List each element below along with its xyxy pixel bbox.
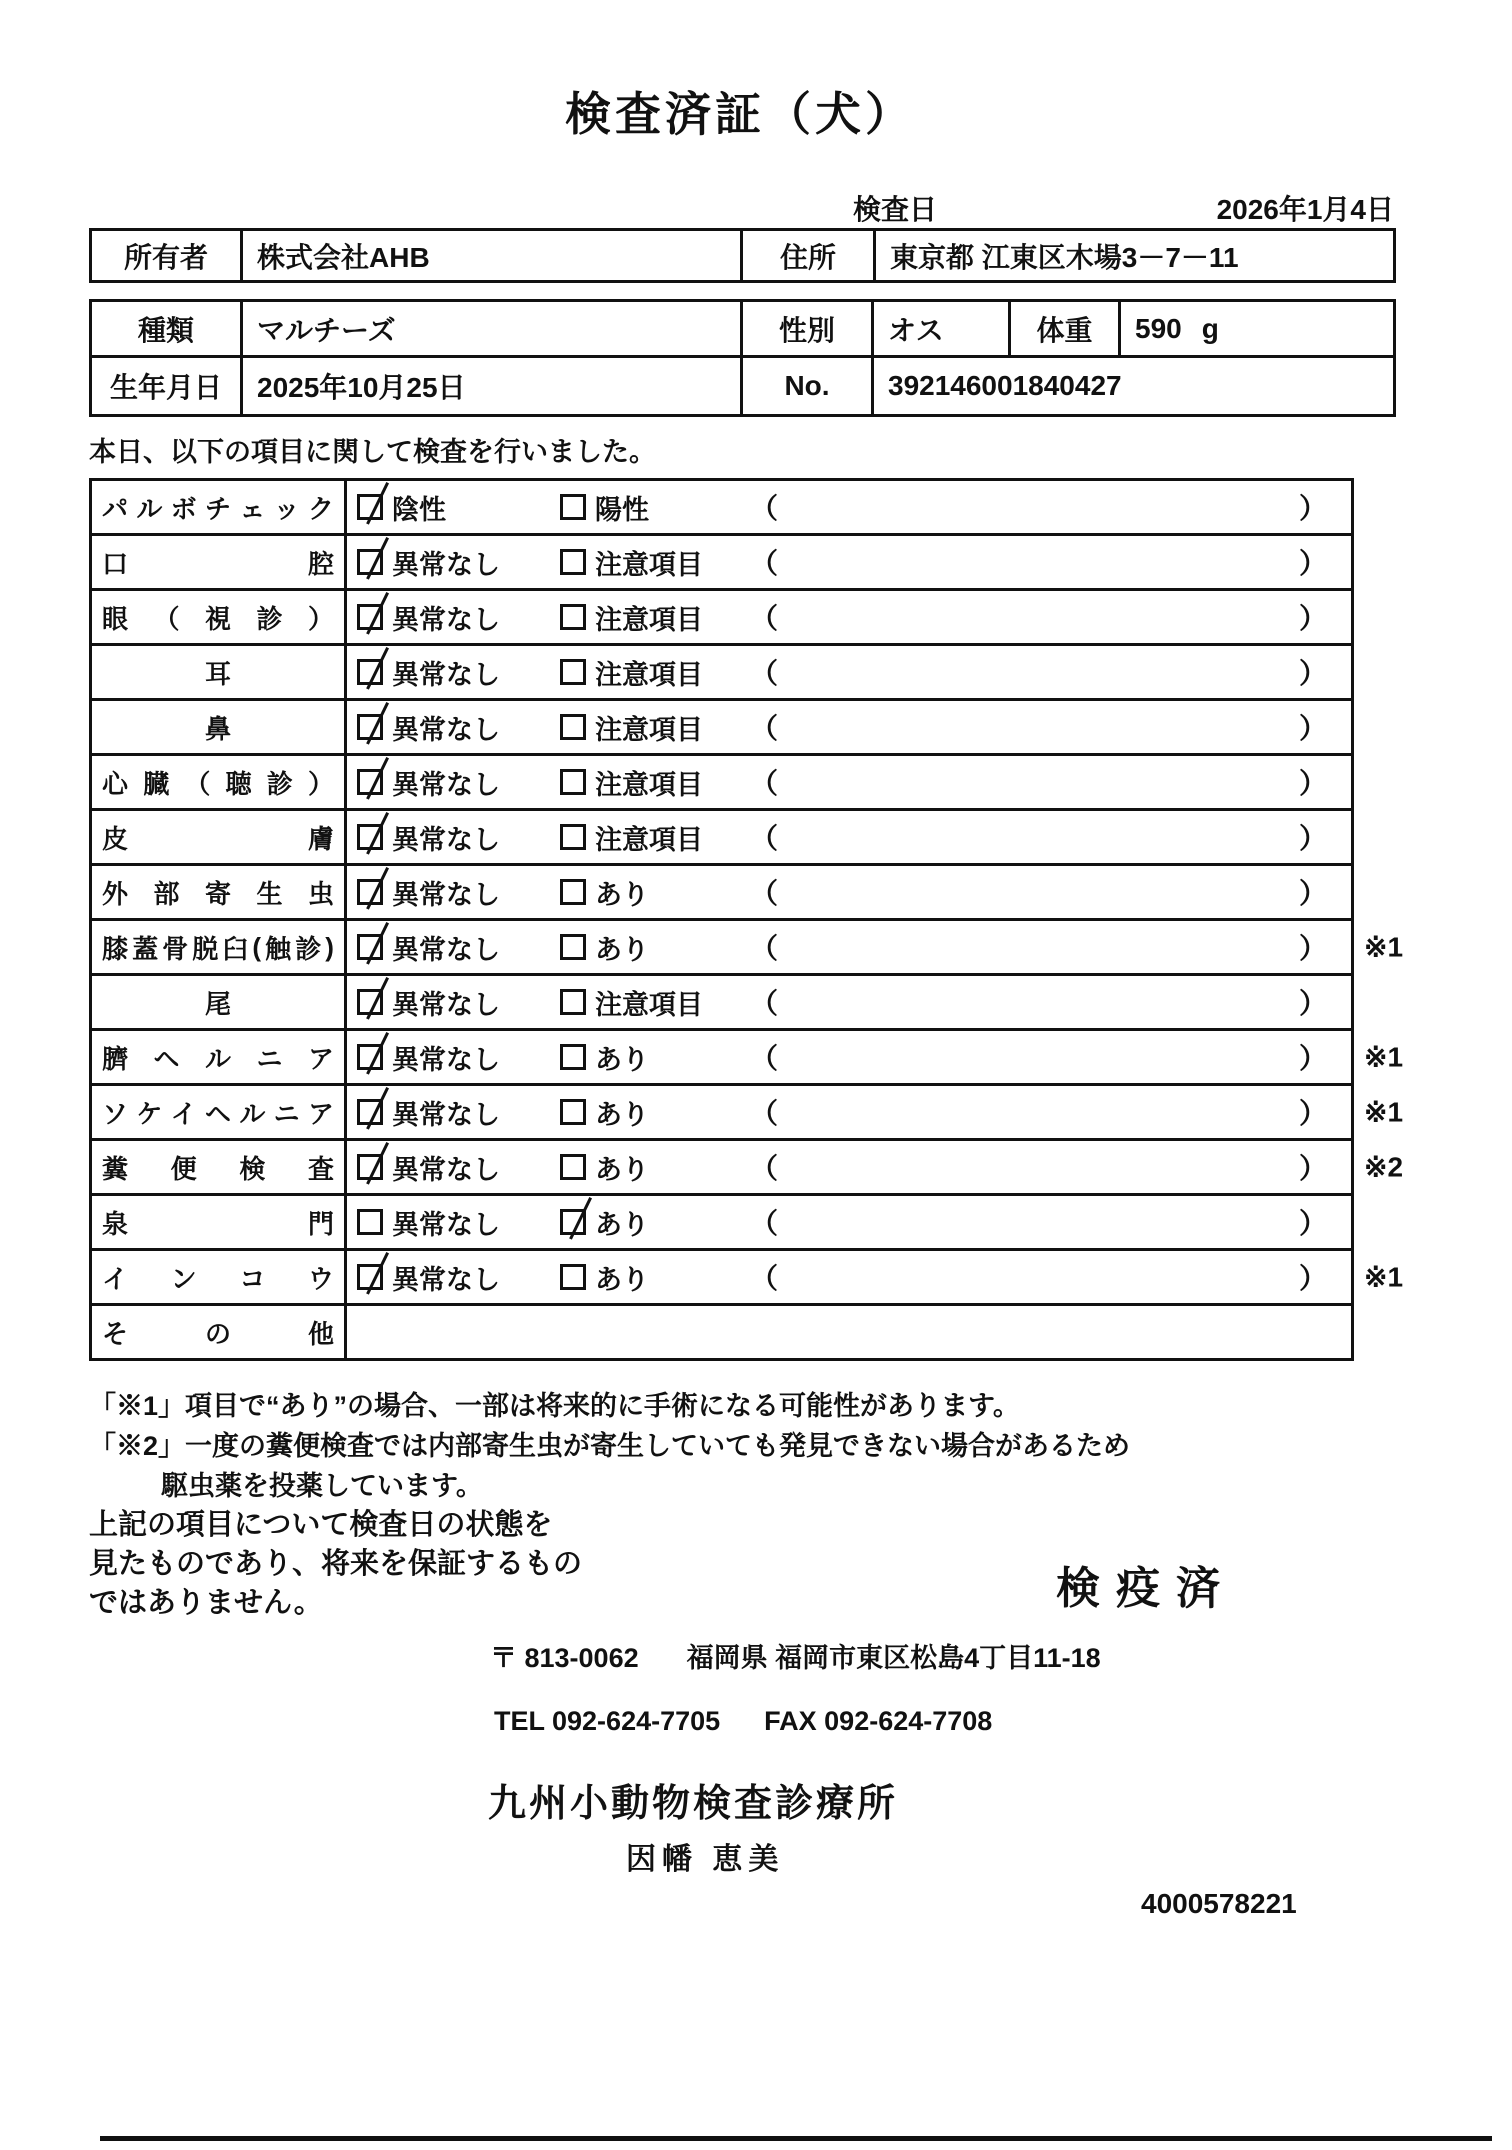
paren-open: （ (750, 768, 779, 799)
row-footnote-mark: ※1 (1364, 1096, 1404, 1128)
inspection-item-name: 糞 便 検 査 (92, 1141, 347, 1193)
checkbox-label: 陽性 (595, 494, 649, 525)
remarks-parentheses (750, 1196, 1351, 1248)
checkbox-unchecked[interactable] (560, 1044, 586, 1070)
checkbox-label: 異常なし (392, 1209, 500, 1240)
checkbox-checked[interactable] (357, 879, 383, 905)
owner-table (89, 228, 1396, 283)
checkbox-checked[interactable] (357, 1264, 383, 1290)
row-footnote-mark: ※2 (1364, 1151, 1404, 1183)
inspection-item-name: 皮 膚 (92, 811, 347, 863)
paren-close: ） (1298, 1043, 1327, 1074)
inspection-option-1 (347, 928, 550, 967)
examiner-name: 因幡 恵美 (626, 1843, 785, 1876)
inspection-option-1 (347, 488, 550, 527)
checkbox-checked[interactable] (357, 989, 383, 1015)
inspection-row (92, 1141, 1404, 1196)
inspection-option-1 (347, 1148, 550, 1187)
checkbox-label: 異常なし (392, 1154, 500, 1185)
checkbox-checked[interactable] (560, 1209, 586, 1235)
paren-close: ） (1298, 768, 1327, 799)
owner-value: 株式会社AHB (243, 231, 743, 280)
scan-edge-line (100, 2136, 1492, 2141)
checkbox-label: 注意項目 (595, 604, 703, 635)
inspection-item-name: 膝 蓋 骨 脱 臼 ( 触 診 ) (92, 921, 347, 973)
inspection-row-options (347, 976, 1351, 1028)
inspection-row-options (347, 701, 1351, 753)
inspection-row (92, 591, 1351, 646)
inspection-row-options (347, 481, 1351, 533)
inspection-row (92, 1196, 1351, 1251)
checkbox-checked[interactable] (357, 1099, 383, 1125)
paren-open: （ (750, 548, 779, 579)
inspection-item-name: パ ル ボ チ ェ ッ ク (92, 481, 347, 533)
inspection-option-1 (347, 653, 550, 692)
inspection-row (92, 646, 1351, 701)
animal-table (89, 299, 1396, 417)
checkbox-unchecked[interactable] (560, 879, 586, 905)
remarks-parentheses (750, 1031, 1351, 1083)
inspection-item-name: 心 臓 （ 聴 診 ） (92, 756, 347, 808)
inspection-row-options (347, 1251, 1351, 1303)
inspection-row (92, 536, 1351, 591)
inspection-option-1 (347, 763, 550, 802)
owner-label: 所有者 (92, 231, 243, 280)
disclaimer-line-1: 上記の項目について検査日の状態を (89, 1509, 553, 1541)
inspection-row-options (347, 591, 1351, 643)
paren-open: （ (750, 1098, 779, 1129)
remarks-parentheses (750, 866, 1351, 918)
checkbox-checked[interactable] (357, 1044, 383, 1070)
inspection-option-1 (347, 1093, 550, 1132)
paren-open: （ (750, 878, 779, 909)
clinic-name: 九州小動物検査診療所 (488, 1783, 899, 1825)
inspection-option-1 (347, 1258, 550, 1297)
address-value: 東京都 江東区木場3－7－11 (890, 241, 1239, 273)
inspection-item-name: ソ ケ イ ヘ ル ニ ア (92, 1086, 347, 1138)
checkbox-label: 異常なし (392, 769, 500, 800)
paren-open: （ (750, 988, 779, 1019)
inspection-row-options (347, 756, 1351, 808)
inspection-row-options (347, 536, 1351, 588)
inspection-date-value: 2026年1月4日 (1216, 194, 1394, 225)
postal-code: 〒 813-0062 (490, 1643, 639, 1673)
inspection-row (92, 1031, 1404, 1086)
paren-close: ） (1298, 658, 1327, 689)
paren-close: ） (1298, 933, 1327, 964)
remarks-parentheses (750, 1141, 1351, 1193)
inspection-option-1 (347, 708, 550, 747)
inspection-option-2 (550, 1203, 750, 1242)
inspection-option-2 (550, 1258, 750, 1297)
inspection-row-options (347, 866, 1351, 918)
checkbox-unchecked[interactable] (560, 1099, 586, 1125)
inspection-option-2 (550, 1148, 750, 1187)
checkbox-label: あり (595, 1099, 649, 1130)
inspection-row-options (347, 1031, 1351, 1083)
inspection-row-options (347, 1086, 1351, 1138)
inspection-row (92, 701, 1351, 756)
inspection-table (89, 478, 1404, 1361)
checkbox-unchecked[interactable] (357, 1209, 383, 1235)
checkbox-label: 異常なし (392, 1044, 500, 1075)
inspection-row (92, 866, 1351, 921)
paren-open: （ (750, 1153, 779, 1184)
paren-open: （ (750, 933, 779, 964)
inspection-row (92, 811, 1351, 866)
checkbox-unchecked[interactable] (560, 714, 586, 740)
birthdate-value: 2025年10月25日 (243, 358, 743, 414)
paren-close: ） (1298, 1098, 1327, 1129)
inspection-option-2 (550, 488, 750, 527)
inspection-option-2 (550, 983, 750, 1022)
remarks-parentheses (750, 811, 1351, 863)
serial-number: 4000578221 (1141, 1888, 1297, 1919)
remarks-parentheses (750, 1086, 1351, 1138)
paren-close: ） (1298, 1263, 1327, 1294)
checkbox-unchecked[interactable] (560, 824, 586, 850)
address-label: 住所 (743, 231, 876, 280)
quarantine-stamp: 検疫済 (1056, 1564, 1236, 1613)
checkbox-unchecked[interactable] (560, 1154, 586, 1180)
footnote-1: 「※1」項目で“あり”の場合、一部は将来的に手術になる可能性があります。 (89, 1391, 1020, 1421)
disclaimer-line-3: ではありません。 (89, 1587, 323, 1619)
inspection-option-1 (347, 598, 550, 637)
weight-value: 590 (1135, 312, 1182, 344)
inspection-row-options (347, 646, 1351, 698)
sex-value: オス (874, 302, 1011, 355)
checkbox-label: 異常なし (392, 879, 500, 910)
clinic-postal-line (490, 1636, 1101, 1675)
checkbox-unchecked[interactable] (560, 549, 586, 575)
inspection-row (92, 481, 1351, 536)
certificate-no-label: No. (743, 358, 874, 414)
inspection-row (92, 1251, 1404, 1306)
remarks-parentheses (750, 1251, 1351, 1303)
checkbox-unchecked[interactable] (560, 989, 586, 1015)
checkbox-label: 異常なし (392, 604, 500, 635)
inspection-option-2 (550, 1038, 750, 1077)
checkbox-checked[interactable] (357, 934, 383, 960)
inspection-date-label: 検査日 (853, 194, 938, 225)
remarks-parentheses (750, 921, 1351, 973)
checkbox-unchecked[interactable] (560, 1264, 586, 1290)
remarks-parentheses (750, 536, 1351, 588)
footnotes (89, 1386, 1130, 1506)
checkbox-label: あり (595, 1044, 649, 1075)
checkbox-checked[interactable] (357, 769, 383, 795)
inspection-item-name: 眼 （ 視 診 ） (92, 591, 347, 643)
disclaimer-line-2: 見たものであり、将来を保証するもの (89, 1548, 583, 1580)
paren-open: （ (750, 1208, 779, 1239)
inspection-row-options (347, 1141, 1351, 1193)
clinic-tel: TEL 092-624-7705 (494, 1706, 721, 1736)
inspection-option-1 (347, 1203, 550, 1242)
inspection-option-2 (550, 543, 750, 582)
checkbox-checked[interactable] (357, 714, 383, 740)
empty-cell (347, 1306, 1351, 1358)
inspection-option-1 (347, 818, 550, 857)
inspection-row (92, 976, 1351, 1031)
inspection-option-2 (550, 653, 750, 692)
checkbox-label: 注意項目 (595, 824, 703, 855)
checkbox-label: 注意項目 (595, 549, 703, 580)
inspection-option-2 (550, 708, 750, 747)
clinic-phone-line (494, 1706, 992, 1737)
page-title: 検査済証（犬） (565, 88, 915, 140)
paren-open: （ (750, 1263, 779, 1294)
inspection-row-options (347, 921, 1351, 973)
checkbox-checked[interactable] (357, 494, 383, 520)
inspection-item-name: 耳 (92, 646, 347, 698)
checkbox-label: 注意項目 (595, 659, 703, 690)
checkbox-checked[interactable] (357, 549, 383, 575)
inspection-option-2 (550, 818, 750, 857)
inspection-row (92, 756, 1351, 811)
clinic-address: 福岡県 福岡市東区松島4丁目11-18 (686, 1643, 1101, 1673)
checkbox-checked[interactable] (357, 1154, 383, 1180)
row-footnote-mark: ※1 (1364, 931, 1404, 963)
checkbox-label: 異常なし (392, 1099, 500, 1130)
checkbox-label: あり (595, 1154, 649, 1185)
paren-open: （ (750, 1043, 779, 1074)
inspection-item-name: 尾 (92, 976, 347, 1028)
checkbox-unchecked[interactable] (560, 769, 586, 795)
footnote-2: 「※2」一度の糞便検査では内部寄生虫が寄生していても発見できない場合があるため (89, 1431, 1131, 1461)
checkbox-label: あり (595, 1264, 649, 1295)
remarks-parentheses (750, 976, 1351, 1028)
paren-open: （ (750, 603, 779, 634)
paren-close: ） (1298, 823, 1327, 854)
paren-open: （ (750, 713, 779, 744)
paren-close: ） (1298, 1208, 1327, 1239)
checkbox-label: あり (595, 1209, 649, 1240)
paren-close: ） (1298, 493, 1327, 524)
inspection-item-name: 泉 門 (92, 1196, 347, 1248)
inspection-option-2 (550, 873, 750, 912)
paren-close: ） (1298, 1153, 1327, 1184)
inspection-row (92, 1306, 1351, 1358)
paren-close: ） (1298, 548, 1327, 579)
paren-open: （ (750, 658, 779, 689)
checkbox-label: 異常なし (392, 549, 500, 580)
remarks-parentheses (750, 701, 1351, 753)
inspection-option-1 (347, 1038, 550, 1077)
remarks-parentheses (750, 646, 1351, 698)
checkbox-checked[interactable] (357, 659, 383, 685)
inspection-option-2 (550, 763, 750, 802)
checkbox-label: 注意項目 (595, 989, 703, 1020)
inspection-item-name: 臍 ヘ ル ニ ア (92, 1031, 347, 1083)
inspection-item-name: そ の 他 (92, 1306, 347, 1358)
checkbox-checked[interactable] (357, 824, 383, 850)
inspection-item-name: イ ン コ ウ (92, 1251, 347, 1303)
checkbox-label: あり (595, 934, 649, 965)
inspection-option-1 (347, 543, 550, 582)
inspection-option-1 (347, 873, 550, 912)
inspection-row-options (347, 1196, 1351, 1248)
certificate-no-value: 392146001840427 (888, 370, 1122, 401)
checkbox-label: 注意項目 (595, 769, 703, 800)
paren-close: ） (1298, 603, 1327, 634)
checkbox-unchecked[interactable] (560, 494, 586, 520)
breed-label: 種類 (92, 302, 243, 355)
birthdate-label: 生年月日 (92, 358, 243, 414)
inspection-option-2 (550, 598, 750, 637)
weight-value-cell (1121, 302, 1393, 355)
checkbox-label: 異常なし (392, 714, 500, 745)
inspection-row-options (347, 811, 1351, 863)
clinic-fax: FAX 092-624-7708 (764, 1706, 993, 1736)
checkbox-unchecked[interactable] (560, 604, 586, 630)
inspection-item-name: 鼻 (92, 701, 347, 753)
checkbox-label: 陰性 (392, 494, 446, 525)
row-footnote-mark: ※1 (1364, 1041, 1404, 1073)
intro-sentence: 本日、以下の項目に関して検査を行いました。 (89, 437, 656, 467)
remarks-parentheses (750, 756, 1351, 808)
checkbox-label: 異常なし (392, 934, 500, 965)
paren-close: ） (1298, 988, 1327, 1019)
checkbox-unchecked[interactable] (560, 934, 586, 960)
breed-value: マルチーズ (243, 302, 743, 355)
inspection-item-name: 外 部 寄 生 虫 (92, 866, 347, 918)
weight-unit: g (1201, 312, 1219, 344)
inspection-row (92, 1086, 1404, 1141)
checkbox-label: あり (595, 879, 649, 910)
row-footnote-mark: ※1 (1364, 1261, 1404, 1293)
paren-open: （ (750, 823, 779, 854)
checkbox-label: 異常なし (392, 824, 500, 855)
inspection-option-1 (347, 983, 550, 1022)
inspection-row (92, 921, 1404, 976)
inspection-item-name: 口 腔 (92, 536, 347, 588)
disclaimer (89, 1506, 582, 1623)
checkbox-label: 異常なし (392, 1264, 500, 1295)
paren-close: ） (1298, 878, 1327, 909)
sex-label: 性別 (743, 302, 874, 355)
weight-label: 体重 (1011, 302, 1121, 355)
paren-open: （ (750, 493, 779, 524)
checkbox-unchecked[interactable] (560, 659, 586, 685)
footnote-2-continued: 駆虫薬を投薬しています。 (161, 1471, 483, 1501)
checkbox-label: 注意項目 (595, 714, 703, 745)
checkbox-checked[interactable] (357, 604, 383, 630)
inspection-option-2 (550, 928, 750, 967)
checkbox-label: 異常なし (392, 659, 500, 690)
paren-close: ） (1298, 713, 1327, 744)
checkbox-label: 異常なし (392, 989, 500, 1020)
remarks-parentheses (750, 481, 1351, 533)
inspection-option-2 (550, 1093, 750, 1132)
remarks-parentheses (750, 591, 1351, 643)
